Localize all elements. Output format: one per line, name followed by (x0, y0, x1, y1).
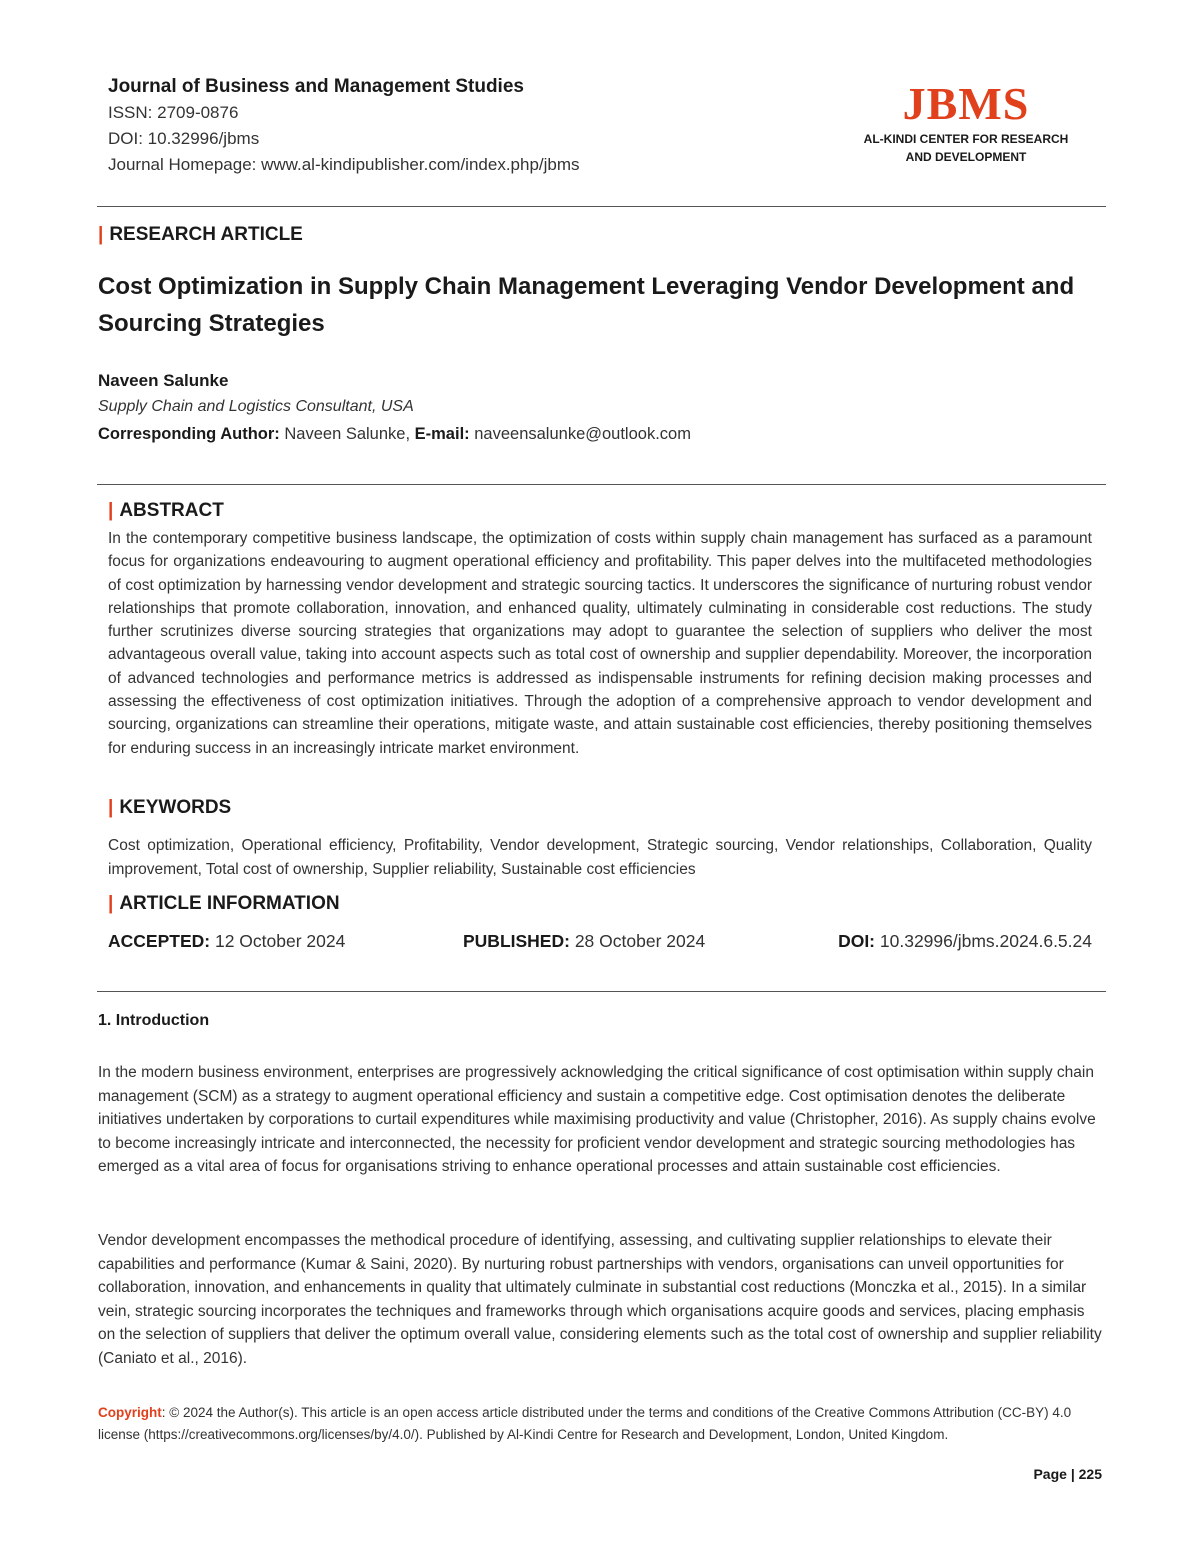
journal-issn: ISSN: 2709-0876 (108, 103, 239, 122)
article-type (98, 224, 303, 246)
author-email[interactable]: naveensalunke@outlook.com (469, 425, 691, 443)
keywords-heading-label: KEYWORDS (119, 797, 232, 818)
doi-label: DOI: (838, 931, 876, 951)
introduction-paragraph-1: In the modern business environment, enterprises are progressively acknowledging the critical significance of cost optimisation within supply chain management (SCM) as a strategy to augment operational efficiency and sustain a competitive edge. Cost optimisation denotes the deliberate initiatives undertaken by corporations to curtail expenditures while maximising productivity and value (Christopher, 2016). As supply chains evolve to become increasingly intricate and interconnected, the necessity for proficient vendor development and strategic sourcing methodologies has emerged as a vital area of focus for organisations striving to enhance operational processes and attain sustainable cost efficiencies. (98, 1064, 1096, 1175)
published-date (463, 931, 705, 952)
article-type-label: RESEARCH ARTICLE (109, 224, 303, 245)
journal-name: Journal of Business and Management Studies (108, 76, 524, 97)
logo-subtitle-1: AL-KINDI CENTER FOR RESEARCH (863, 132, 1069, 146)
doi-value[interactable]: 10.32996/jbms.2024.6.5.24 (875, 931, 1092, 951)
accepted-label: ACCEPTED: (108, 931, 211, 951)
copyright-label: Copyright (98, 1405, 162, 1420)
abstract-text: In the contemporary competitive business landscape, the optimization of costs within supply chain management has surfaced as a paramount focus for organizations endeavouring to augment operational efficiency and profitability. This paper delves into the multifaceted methodologies of cost optimization by harnessing vendor development and strategic sourcing tactics. It underscores the significance of nurturing robust vendor relationships that promote collaboration, innovation, and enhanced quality, ultimately culminating in considerable cost reductions. The study further scrutinizes diverse sourcing strategies that organizations may adopt to guarantee the selection of suppliers who deliver the most advantageous overall value, taking into account aspects such as total cost of ownership and supplier dependability. Moreover, the incorporation of advanced technologies and performance metrics is addressed as indispensable instruments for refining decision making processes and assessing the effectiveness of cost optimization initiatives. Through the adoption of a comprehensive approach to vendor development and sourcing, organizations can streamline their operations, mitigate waste, and attain sustainable cost efficiencies, thereby positioning themselves for enduring success in an increasingly intricate market environment. (108, 530, 1092, 757)
section-bar-marker: | (108, 500, 114, 521)
copyright-notice (98, 1402, 1102, 1445)
abstract-heading (108, 500, 224, 522)
header-divider (97, 206, 1106, 207)
logo-subtitle-2: AND DEVELOPMENT (905, 150, 1027, 164)
corresponding-author (98, 425, 691, 444)
author-divider (97, 484, 1106, 485)
corr-label: Corresponding Author: (98, 425, 280, 443)
copyright-text: : © 2024 the Author(s). This article is an open access article distributed under the terms and conditions of the Creative Commons Attribution (CC-BY) 4.0 license (https://creativecommons.org/licenses/by/4.0/). Published by Al-Kindi Centre for Research and Development, London, United Kingdom. (98, 1405, 1072, 1442)
corr-name: Naveen Salunke, (279, 425, 415, 443)
keywords-heading (108, 797, 231, 819)
section-bar-marker: | (108, 893, 114, 914)
article-info-heading (108, 893, 340, 915)
accepted-date (108, 931, 345, 952)
article-title: Cost Optimization in Supply Chain Management Leveraging Vendor Development and Sourcing Strategies (98, 273, 1075, 337)
article-info-heading-label: ARTICLE INFORMATION (119, 893, 340, 914)
journal-logo (856, 78, 1076, 166)
logo-text: JBMS (902, 78, 1030, 129)
abstract-heading-label: ABSTRACT (119, 500, 224, 521)
keywords-text: Cost optimization, Operational efficiency, Profitability, Vendor development, Strategic sourcing, Vendor relationships, Collaboration, Quality improvement, Total cost of ownership, Supplier reliability, Sustainable cost efficiencies (108, 837, 1092, 878)
page-number: Page | 225 (1033, 1466, 1102, 1482)
published-value: 28 October 2024 (569, 931, 706, 951)
article-doi (838, 931, 1092, 952)
journal-doi: DOI: 10.32996/jbms (108, 129, 260, 148)
introduction-heading: 1. Introduction (98, 1012, 210, 1029)
introduction-paragraph-2: Vendor development encompasses the methodical procedure of identifying, assessing, and cultivating supplier relationships to elevate their capabilities and performance (Kumar & Saini, 2020). By nurturing robust partnerships with vendors, organisations can unveil opportunities for collaboration, innovation, and enhancements in quality that ultimately culminate in substantial cost reductions (Monczka et al., 2015). In a similar vein, strategic sourcing incorporates the techniques and frameworks through which organisations acquire goods and services, placing emphasis on the selection of suppliers that deliver the optimum overall value, considering elements such as the total cost of ownership and supplier reliability (Caniato et al., 2016). (98, 1232, 1102, 1367)
section-bar-marker: | (98, 224, 104, 245)
email-label: E-mail: (414, 425, 470, 443)
author-affiliation: Supply Chain and Logistics Consultant, USA (98, 398, 414, 415)
section-bar-marker: | (108, 797, 114, 818)
info-divider (97, 991, 1106, 992)
accepted-value: 12 October 2024 (210, 931, 346, 951)
journal-homepage[interactable]: Journal Homepage: www.al-kindipublisher.com/index.php/jbms (108, 155, 580, 174)
author-name: Naveen Salunke (98, 371, 229, 390)
published-label: PUBLISHED: (463, 931, 570, 951)
